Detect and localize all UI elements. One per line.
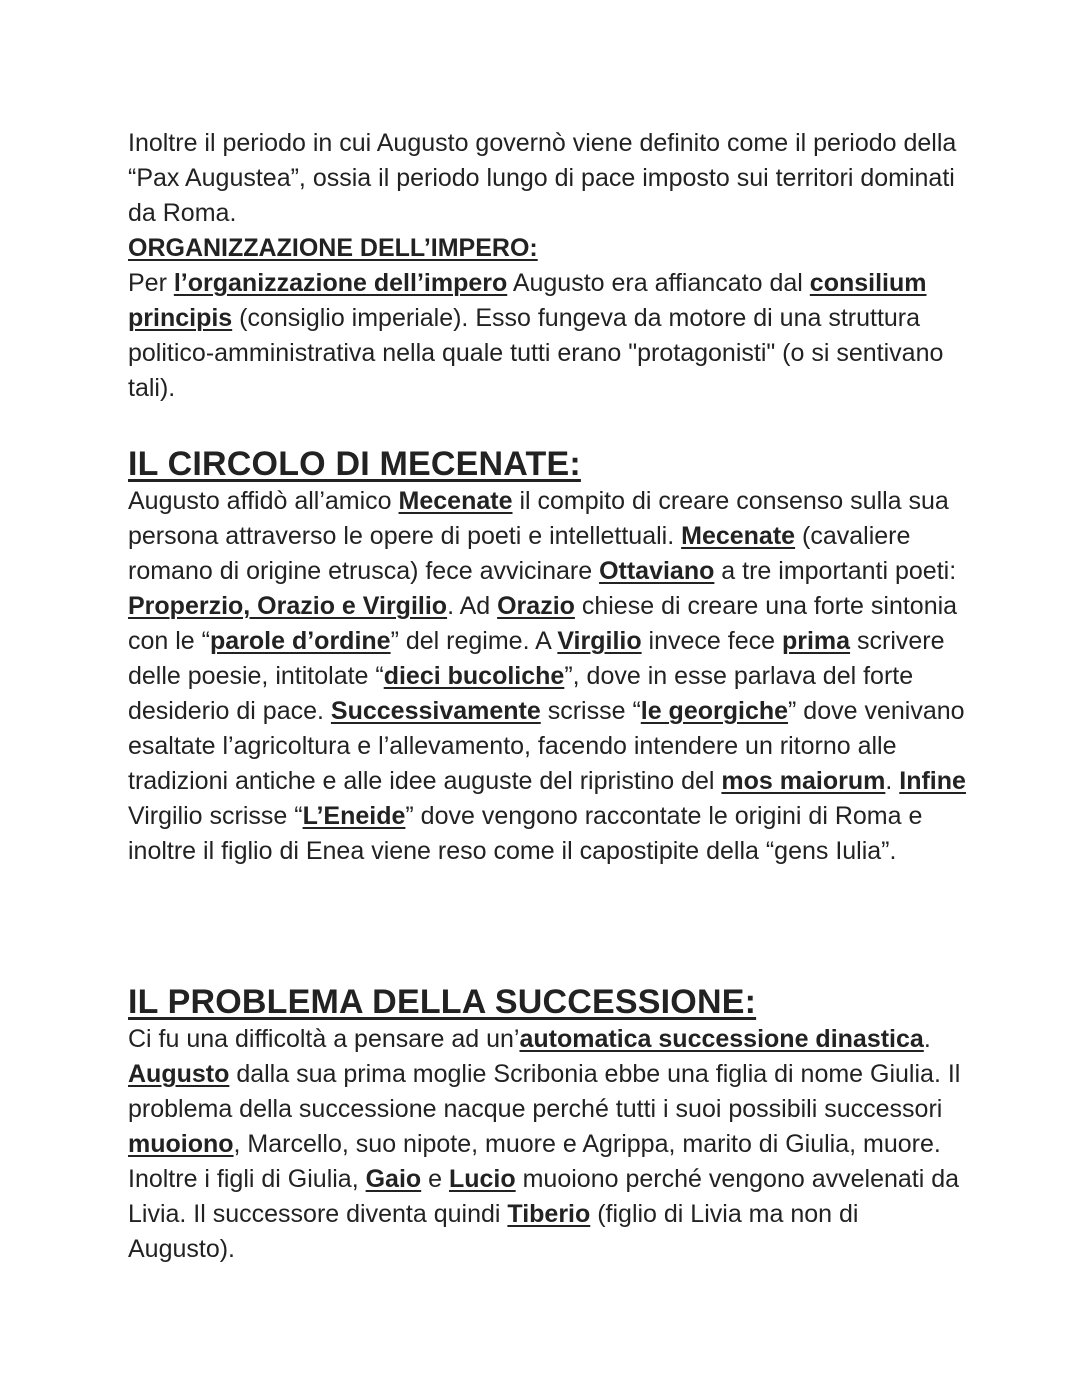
text-run: dalla sua prima moglie Scribonia ebbe una figlia di nome Giulia. Il problema della successione nacque perché tutti i suoi possibili successori [128,1060,961,1123]
mecenate-section [128,444,968,869]
succession-heading: IL PROBLEMA DELLA SUCCESSIONE: [128,983,757,1021]
keyword-term: dieci bucoliche [383,662,565,690]
keyword-term: Virgilio [557,627,642,655]
keyword-term: muoiono [128,1130,234,1158]
keyword-term: prima [781,627,851,655]
keyword-term: automatica successione dinastica [519,1025,924,1053]
text-run: . [923,1025,931,1053]
succession-section [128,982,968,1267]
text-run: . Ad [447,592,498,620]
keyword-term: Orazio [497,592,575,620]
organization-heading: ORGANIZZAZIONE DELL’IMPERO: [128,234,538,262]
text-run: Ci fu una difficoltà a pensare ad un’ [128,1025,520,1053]
text-run: , Marcello, suo nipote, muore e Agrippa, marito di Giulia, muore. Inoltre i figli di Giulia, [128,1130,941,1193]
intro-paragraph [128,126,968,231]
organization-paragraph [128,266,968,406]
keyword-term: Properzio, Orazio e Virgilio [128,592,448,620]
text-run: muoiono perché vengono avvelenati da Livia. Il successore diventa quindi [128,1165,960,1228]
text-run: Virgilio scrisse “ [128,802,303,830]
keyword-term: Augusto [128,1060,230,1088]
keyword-term: Gaio [365,1165,422,1193]
text-run: il compito di creare consenso sulla sua persona attraverso le opere di poeti e intellettuali. [128,487,949,550]
keyword-term: Successivamente [330,697,541,725]
keyword-term: Ottaviano [599,557,715,585]
text-run: (cavaliere romano di origine etrusca) fece avvicinare [128,522,911,585]
text-run: . [885,767,900,795]
mecenate-paragraph [128,484,968,869]
keyword-term: consilium principis [128,269,927,332]
text-run: e [421,1165,449,1193]
text-run: chiese di creare una forte sintonia con le “ [128,592,958,655]
text-run: ” dove vengono raccontate le origini di Roma e inoltre il figlio di Enea viene reso come il capostipite della “gens Iulia”. [128,802,923,865]
text-run: scrivere delle poesie, intitolate “ [128,627,945,690]
keyword-term: le georgiche [640,697,789,725]
keyword-term: parole d’ordine [209,627,391,655]
text-run: Per [128,269,174,297]
keyword-term: l’organizzazione dell’impero [173,269,508,297]
keyword-term: Tiberio [507,1200,591,1228]
succession-paragraph [128,1022,968,1267]
text-run: Inoltre il periodo in cui Augusto governò viene definito come il periodo della “Pax Augustea”, ossia il periodo lungo di pace imposto sui territori dominati da Roma. [128,129,957,227]
text-run: invece fece [641,627,782,655]
text-run: a tre importanti poeti: [714,557,957,585]
text-run: ” dove venivano esaltate l’agricoltura e l’allevamento, facendo intendere un ritorno alle tradizioni antiche e alle idee auguste del ripristino del [128,697,965,795]
text-run: (consiglio imperiale). Esso fungeva da motore di una struttura politico-amministrativa nella quale tutti erano "protagonisti" (o si sentivano tali). [128,304,944,402]
mecenate-heading: IL CIRCOLO DI MECENATE: [128,445,581,483]
keyword-term: mos maiorum [721,767,886,795]
keyword-term: L’Eneide [302,802,406,830]
text-run: ” del regime. A [390,627,558,655]
text-run: scrisse “ [540,697,641,725]
text-run: Augusto era affiancato dal [507,269,810,297]
keyword-term: Mecenate [398,487,513,515]
text-run: (figlio di Livia ma non di Augusto). [128,1200,859,1263]
text-run: Augusto affidò all’amico [128,487,399,515]
keyword-term: Lucio [448,1165,516,1193]
intro-and-organization-section [128,126,968,406]
keyword-term: Infine [899,767,966,795]
text-run: ”, dove in esse parlava del forte desiderio di pace. [128,662,914,725]
keyword-term: Mecenate [681,522,796,550]
